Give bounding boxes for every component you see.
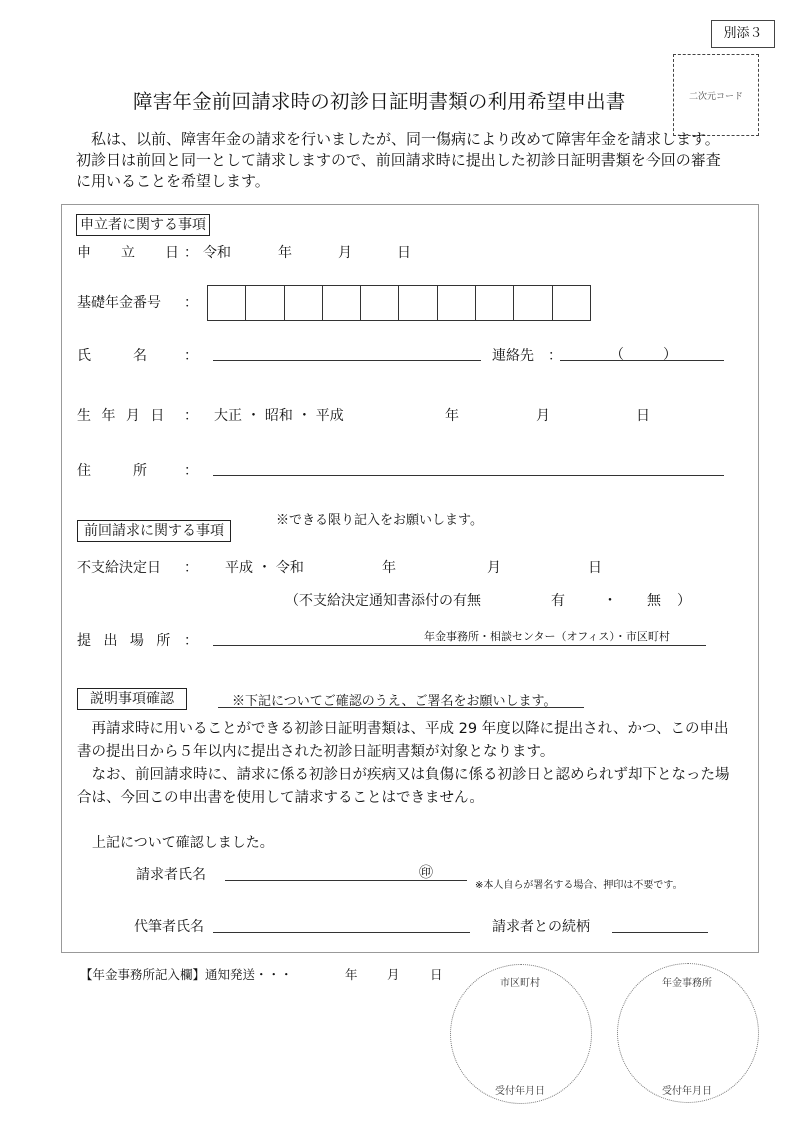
pension-number-label: 基礎年金番号 [77, 295, 161, 311]
address-label: 住 所 [77, 463, 147, 479]
office-entry-year: 年 [345, 967, 358, 982]
pension-number-input[interactable] [207, 285, 591, 321]
municipality-stamp-date-label: 受付年月日 [495, 1086, 545, 1097]
relationship-field[interactable] [612, 932, 708, 933]
explanation-section-heading: 説明事項確認 [77, 688, 187, 710]
pension-digit-box[interactable] [361, 286, 399, 320]
document-title: 障害年金前回請求時の初診日証明書類の利用希望申出書 [133, 90, 626, 113]
pension-digit-box[interactable] [438, 286, 476, 320]
pension-digit-box[interactable] [208, 286, 246, 320]
contact-close-paren: ） [663, 347, 677, 363]
seal-note: ※本人自らが署名する場合、押印は不要です。 [475, 880, 683, 891]
seal-mark: ㊞ [419, 865, 433, 881]
birth-date-year: 年 [445, 408, 459, 424]
filing-date-month-input[interactable] [298, 236, 334, 260]
confirmation-text: 上記について確認しました。 [92, 835, 274, 851]
proxy-name-label: 代筆者氏名 [134, 919, 204, 935]
filing-date-era: 令和 [203, 245, 231, 261]
pension-digit-box[interactable] [323, 286, 361, 320]
intro-text: 私は、以前、障害年金の請求を行いましたが、同一傷病により改めて障害年金を請求します。初診日は前回と同一として請求しますので、前回請求時に提出した初診日証明書類を今回の審査に用いることを希望します。 [76, 130, 721, 190]
appendix-tag: 別添３ [711, 20, 775, 48]
pension-digit-box[interactable] [476, 286, 514, 320]
proxy-name-field[interactable] [213, 932, 470, 933]
name-label: 氏 名 [77, 348, 147, 364]
explanation-paragraph-2: なお、前回請求時に、請求に係る初診日が疾病又は負傷に係る初診日と認められず却下となった場合は、今回この申出書を使用して請求することはできません。 [77, 767, 730, 806]
filing-date-day: 日 [397, 245, 411, 261]
contact-open-paren: （ [610, 347, 624, 363]
pension-digit-box[interactable] [246, 286, 284, 320]
colon: ： [184, 348, 198, 364]
filing-date-day-input[interactable] [358, 236, 394, 260]
colon: ： [184, 463, 198, 479]
colon: ： [184, 560, 198, 576]
contact-label: 連絡先 [492, 348, 534, 364]
birth-date-eras[interactable]: 大正 ・ 昭和 ・ 平成 [214, 408, 344, 424]
birth-date-month: 月 [536, 408, 550, 424]
filing-date-month: 月 [338, 245, 352, 261]
birth-date-label: 生 年 月 日 [77, 408, 168, 424]
explanation-note-underline [218, 707, 584, 708]
colon: ： [548, 348, 562, 364]
colon: ： [184, 408, 198, 424]
previous-claim-section-heading: 前回請求に関する事項 [77, 520, 231, 542]
pension-digit-box[interactable] [399, 286, 437, 320]
explanation-note: ※下記についてご確認のうえ、ご署名をお願いします。 [232, 694, 557, 709]
attachment-close-paren: ） [677, 593, 691, 609]
rejection-date-year: 年 [382, 560, 396, 576]
municipality-stamp-label: 市区町村 [500, 978, 540, 989]
explanation-paragraph-1: 再請求時に用いることができる初診日証明書類は、平成 29 年度以降に提出され、かつ、この申出書の提出日から５年以内に提出された初診日証明書類が対象となります。 [77, 721, 729, 760]
claimant-name-label: 請求者氏名 [136, 867, 206, 883]
qr-code-label: 二次元コード [688, 91, 743, 102]
applicant-section-heading: 申立者に関する事項 [76, 214, 210, 236]
attachment-yes-option[interactable]: 有 [551, 593, 565, 609]
address-field[interactable] [213, 475, 724, 476]
submission-place-options[interactable]: 年金事務所・相談センター（オフィス）・市区町村 [424, 630, 670, 643]
attachment-separator: ・ [603, 593, 617, 609]
office-entry-month: 月 [387, 967, 400, 982]
colon: ： [184, 633, 198, 649]
pension-office-stamp-date-label: 受付年月日 [662, 1086, 712, 1097]
rejection-date-label: 不支給決定日 [77, 560, 161, 576]
contact-field[interactable] [560, 360, 724, 361]
colon: ： [184, 295, 198, 311]
pension-digit-box[interactable] [514, 286, 552, 320]
relationship-label: 請求者との続柄 [492, 919, 590, 935]
birth-date-day: 日 [636, 408, 650, 424]
submission-place-label: 提 出 場 所 [77, 633, 175, 649]
pension-digit-box[interactable] [553, 286, 590, 320]
previous-claim-note: ※できる限り記入をお願いします。 [276, 513, 483, 528]
filing-date-label: 申 立 日 [77, 245, 187, 261]
qr-code-placeholder [673, 54, 759, 136]
office-entry-day: 日 [430, 967, 443, 982]
attachment-no-option[interactable]: 無 [647, 593, 661, 609]
office-entry-label: 【年金事務所記入欄】通知発送・・・ [80, 967, 293, 982]
rejection-date-month: 月 [487, 560, 501, 576]
rejection-date-eras[interactable]: 平成 ・ 令和 [225, 560, 304, 576]
attachment-question: （不支給決定通知書添付の有無 [285, 593, 481, 609]
pension-office-stamp-label: 年金事務所 [662, 978, 712, 989]
rejection-date-day: 日 [588, 560, 602, 576]
filing-date-year: 年 [278, 245, 292, 261]
filing-date-year-input[interactable] [236, 236, 274, 260]
colon: ： [184, 245, 198, 261]
name-field[interactable] [213, 360, 481, 361]
pension-digit-box[interactable] [285, 286, 323, 320]
submission-place-field[interactable] [213, 645, 706, 646]
